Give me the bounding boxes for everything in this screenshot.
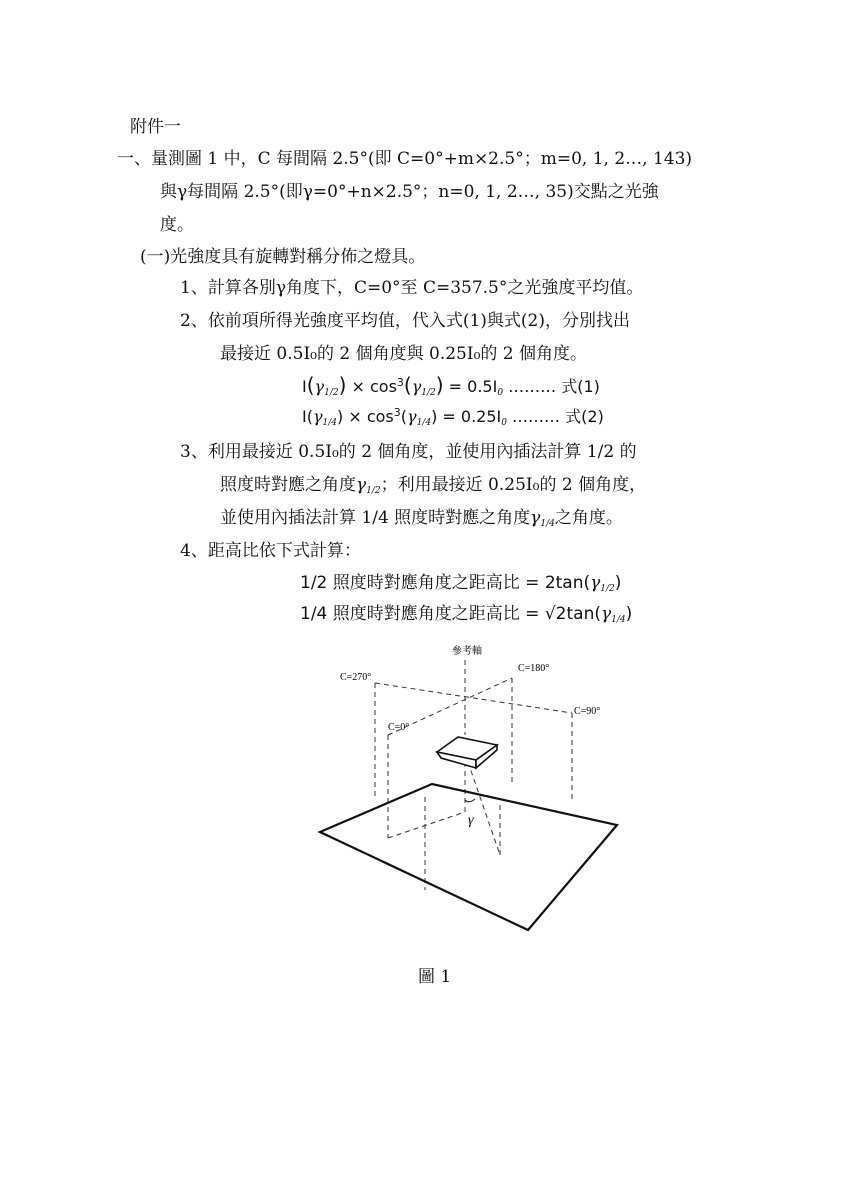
gamma-label: γ	[468, 813, 474, 828]
label-c270: C=270°	[340, 672, 372, 683]
gamma-arc	[465, 799, 475, 802]
reference-axis-label: 參考軸	[452, 646, 482, 657]
plane-c0-bottom-edge	[388, 812, 465, 838]
ratio-formula-1: 1/2 照度時對應角度之距高比 = 2tan(γ1/2)	[300, 573, 622, 594]
step3-line2: 照度時對應之角度γ1/2；利用最接近 0.25I₀的 2 個角度，	[220, 475, 647, 496]
step2-line1: 2、依前項所得光強度平均值，代入式(1)與式(2)，分別找出	[180, 311, 630, 331]
ratio-formula-2: 1/4 照度時對應角度之距高比 = √2tan(γ1/4)	[300, 604, 633, 625]
step2-line2: 最接近 0.5I₀的 2 個角度與 0.25I₀的 2 個角度。	[220, 344, 588, 364]
section1-title: (一)光強度具有旋轉對稱分佈之燈具。	[140, 247, 426, 267]
gamma-ray	[468, 762, 500, 855]
plane-c270-top-edge	[375, 683, 572, 713]
equation-2: $I(\gamma 1/4) \times \cos^3(\gamma 1/4) = 0.25I0$ ……… 式(2)	[302, 406, 604, 428]
label-c180: C=180°	[518, 663, 550, 674]
luminaire-icon	[437, 737, 497, 768]
equation-1: $I(\gamma 1/2) \times \cos^3(\gamma 1/2) = 0.5I0$ ……… 式(1)	[302, 373, 600, 398]
label-c90: C=90°	[574, 706, 601, 717]
item1-line1: 一、量測圖 1 中，C 每間隔 2.5°(即 C=0°+m×2.5°；m=0, 1, 2…, 143)	[117, 149, 693, 169]
figure-caption: 圖 1	[418, 967, 452, 987]
floor-plane	[320, 784, 617, 930]
item1-line2: 與γ每間隔 2.5°(即γ=0°+n×2.5°；n=0, 1, 2…, 35)交點之光強	[160, 182, 659, 202]
step3-line1: 3、利用最接近 0.5I₀的 2 個角度，並使用內插法計算 1/2 的	[180, 442, 637, 462]
label-c0: C=0°	[388, 722, 410, 733]
step3-line3: 並使用內插法計算 1/4 照度時對應之角度γ1/4之角度。	[220, 508, 623, 529]
step1-text: 1、計算各別γ角度下，C=0°至 C=357.5°之光強度平均值。	[180, 278, 644, 298]
item1-line3: 度。	[160, 215, 194, 235]
step4-text: 4、距高比依下式計算：	[180, 541, 361, 561]
attachment-heading: 附件一	[130, 117, 181, 137]
